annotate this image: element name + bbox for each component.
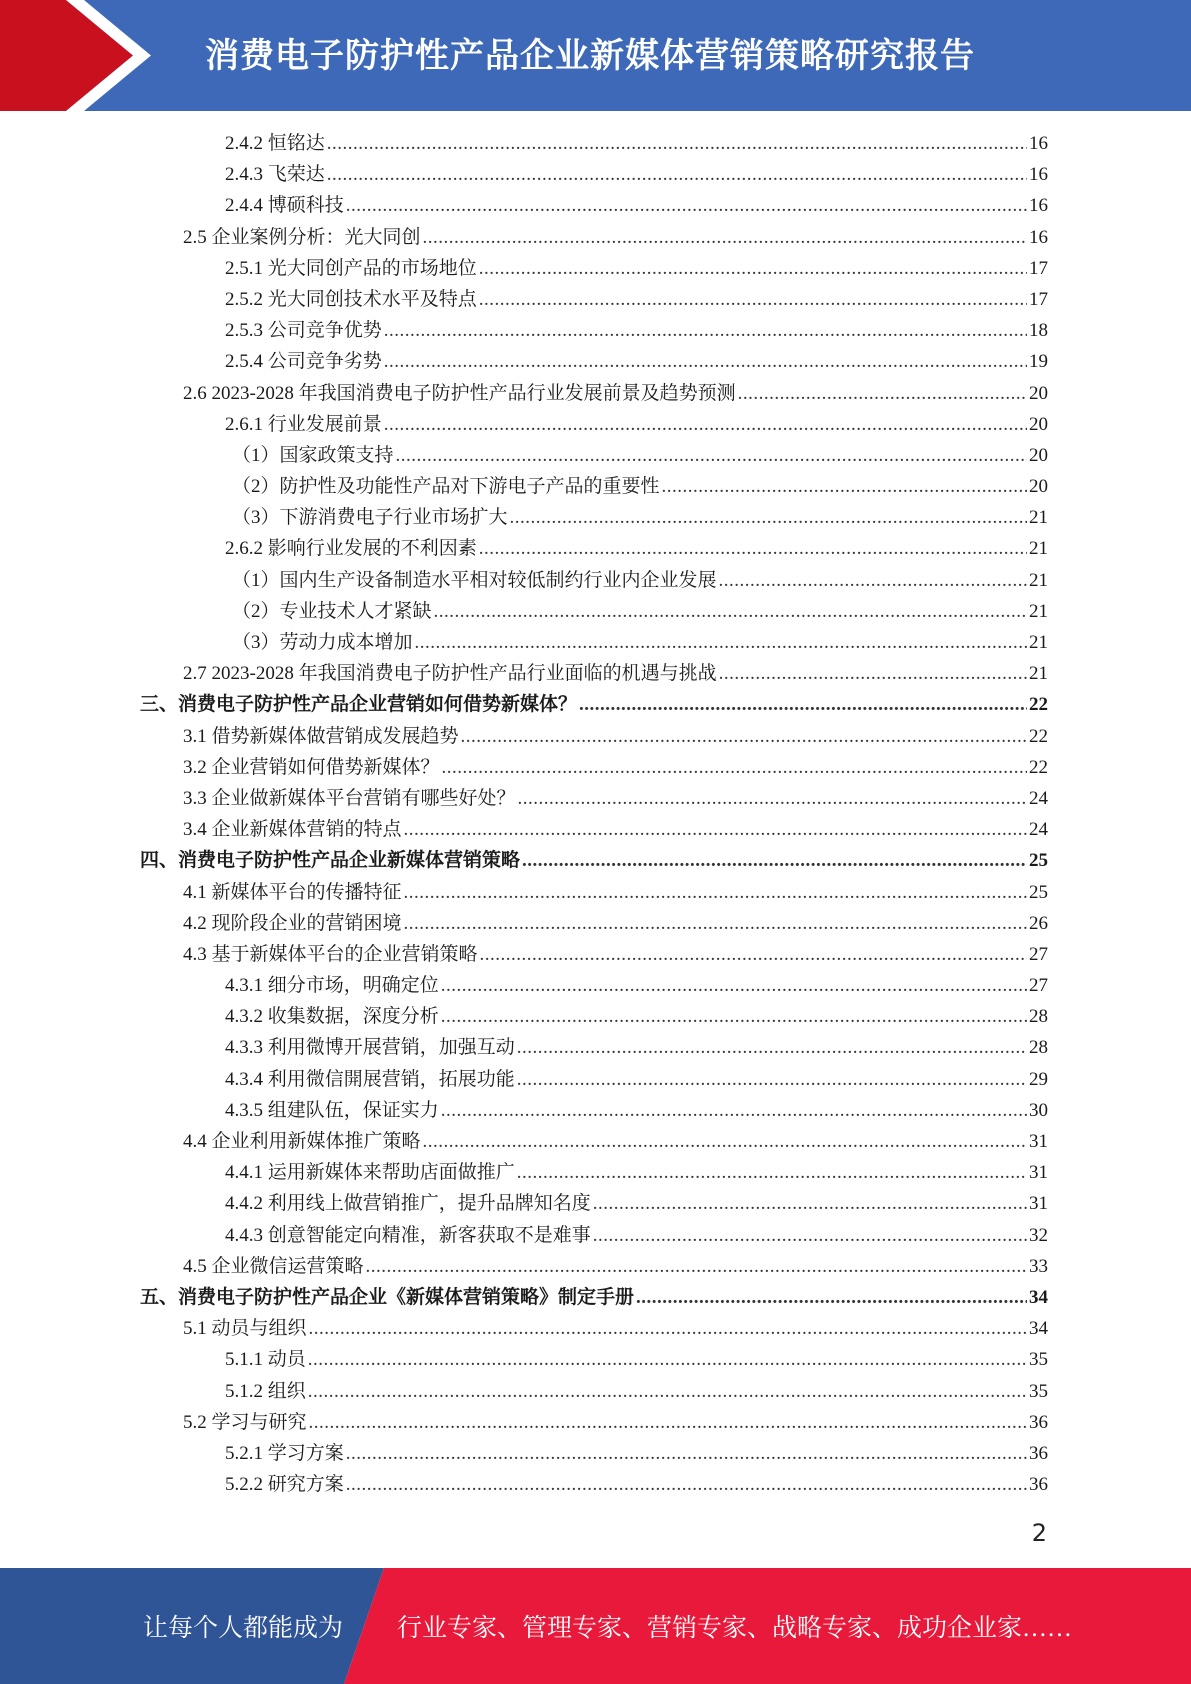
toc-entry-title: 2.4.2 恒铭达 <box>225 133 325 154</box>
toc-entry[interactable] <box>140 284 1048 315</box>
toc-entry-page: 31 <box>1029 1193 1048 1215</box>
toc-entry-page: 24 <box>1029 819 1048 841</box>
toc-entry[interactable] <box>140 814 1048 845</box>
toc-entry[interactable] <box>140 190 1048 221</box>
toc-dot-leader <box>441 1095 1027 1126</box>
toc-entry-title: 4.2 现阶段企业的营销困境 <box>183 912 402 934</box>
toc-entry-page: 31 <box>1029 1131 1048 1152</box>
toc-entry-title: 三、消费电子防护性产品企业营销如何借势新媒体？ <box>140 694 578 716</box>
toc-entry-title: 4.3.1 细分市场，明确定位 <box>225 975 439 997</box>
toc-entry[interactable] <box>140 877 1048 908</box>
toc-entry[interactable] <box>140 845 1048 876</box>
toc-entry-page: 20 <box>1029 382 1048 404</box>
toc-entry[interactable] <box>140 315 1048 346</box>
toc-dot-leader <box>662 471 1027 502</box>
toc-dot-leader <box>308 1344 1027 1375</box>
toc-entry-page: 19 <box>1029 351 1048 373</box>
toc-entry-page: 27 <box>1029 975 1048 997</box>
toc-entry-title: 2.6 2023-2028 年我国消费电子防护性产品行业发展前景及趋势预测 <box>183 382 736 404</box>
toc-entry-page: 24 <box>1029 787 1048 809</box>
toc-dot-leader <box>479 253 1027 284</box>
toc-entry-page: 16 <box>1029 195 1048 217</box>
toc-entry-title: 2.5 企业案例分析：光大同创 <box>183 226 421 248</box>
toc-dot-leader <box>636 1282 1027 1313</box>
toc-dot-leader <box>518 783 1027 814</box>
toc-entry[interactable] <box>140 752 1048 783</box>
toc-entry-page: 31 <box>1029 1162 1048 1184</box>
toc-dot-leader <box>404 908 1027 939</box>
toc-dot-leader <box>366 1251 1027 1282</box>
toc-entry-page: 34 <box>1029 1286 1048 1308</box>
toc-dot-leader <box>593 1188 1027 1219</box>
toc-entry[interactable] <box>140 346 1048 377</box>
toc-entry-title: （3）劳动力成本增加 <box>232 632 413 653</box>
toc-entry[interactable] <box>140 908 1048 939</box>
toc-entry[interactable] <box>140 689 1048 720</box>
toc-entry-page: 30 <box>1029 1099 1048 1121</box>
toc-dot-leader <box>423 222 1027 253</box>
toc-entry-title: 4.3 基于新媒体平台的企业营销策略 <box>183 943 478 965</box>
toc-dot-leader <box>442 752 1027 783</box>
toc-entry-title: 4.4.1 运用新媒体来帮助店面做推广 <box>225 1162 515 1184</box>
toc-dot-leader <box>384 315 1027 346</box>
toc-entry[interactable] <box>140 409 1048 440</box>
toc-entry[interactable] <box>140 1282 1048 1313</box>
toc-dot-leader <box>719 658 1027 689</box>
toc-dot-leader <box>579 689 1027 720</box>
toc-entry-page: 22 <box>1029 694 1048 716</box>
toc-entry[interactable] <box>140 596 1048 627</box>
toc-entry-page: 20 <box>1029 476 1048 498</box>
toc-entry-title: 2.4.4 博硕科技 <box>225 195 344 217</box>
toc-entry[interactable] <box>140 627 1048 658</box>
toc-entry-page: 20 <box>1029 444 1048 466</box>
toc-dot-leader <box>327 128 1027 159</box>
toc-entry-title: 2.6.1 行业发展前景 <box>225 413 382 435</box>
toc-entry-page: 21 <box>1029 600 1048 622</box>
toc-dot-leader <box>480 939 1027 970</box>
toc-entry[interactable] <box>140 1469 1048 1500</box>
toc-entry-title: 5.2.2 研究方案 <box>225 1474 344 1496</box>
toc-entry-title: 2.5.1 光大同创产品的市场地位 <box>225 257 477 279</box>
toc-entry[interactable] <box>140 1032 1048 1063</box>
toc-dot-leader <box>738 378 1027 409</box>
toc-dot-leader <box>441 970 1027 1001</box>
toc-entry-page: 18 <box>1029 320 1048 342</box>
toc-entry-page: 35 <box>1029 1349 1048 1371</box>
toc-entry-page: 36 <box>1029 1474 1048 1496</box>
toc-entry-page: 22 <box>1029 725 1048 747</box>
toc-entry[interactable] <box>140 783 1048 814</box>
toc-dot-leader <box>308 1376 1027 1407</box>
toc-entry[interactable] <box>140 1313 1048 1344</box>
toc-entry-page: 26 <box>1029 912 1048 934</box>
toc-dot-leader <box>479 533 1027 564</box>
toc-dot-leader <box>593 1220 1027 1251</box>
toc-dot-leader <box>510 502 1027 533</box>
toc-dot-leader <box>434 596 1027 627</box>
toc-entry[interactable] <box>140 721 1048 752</box>
toc-dot-leader <box>404 877 1027 908</box>
toc-dot-leader <box>346 190 1027 221</box>
toc-entry[interactable] <box>140 222 1048 253</box>
toc-dot-leader <box>517 1064 1027 1095</box>
toc-entry[interactable] <box>140 471 1048 502</box>
footer-motto: 让每个人都能成为 <box>143 1615 344 1642</box>
toc-dot-leader <box>396 440 1027 471</box>
toc-entry-title: 2.6.2 影响行业发展的不利因素 <box>225 538 477 560</box>
report-title: 消费电子防护性产品企业新媒体营销策略研究报告 <box>205 36 975 76</box>
toc-entry-title: 2.5.2 光大同创技术水平及特点 <box>225 288 477 310</box>
toc-entry-title: 五、消费电子防护性产品企业《新媒体营销策略》制定手册 <box>140 1286 635 1308</box>
toc-entry-page: 28 <box>1029 1006 1048 1028</box>
toc-dot-leader <box>384 409 1027 440</box>
toc-entry-title: 5.2 学习与研究 <box>183 1411 307 1433</box>
toc-entry-page: 22 <box>1029 756 1048 778</box>
toc-entry-title: 5.1.2 组织 <box>225 1380 306 1402</box>
toc-entry-title: 4.3.2 收集数据，深度分析 <box>225 1006 439 1028</box>
toc-entry[interactable] <box>140 1001 1048 1032</box>
toc-entry-page: 25 <box>1029 850 1048 872</box>
toc-entry[interactable] <box>140 1407 1048 1438</box>
footer-roles: 行业专家、管理专家、营销专家、战略专家、成功企业家…… <box>397 1615 1073 1642</box>
toc-dot-leader <box>309 1407 1027 1438</box>
toc-entry-title: 5.1.1 动员 <box>225 1349 306 1371</box>
toc-entry-page: 34 <box>1029 1318 1048 1340</box>
toc-entry[interactable] <box>140 658 1048 689</box>
toc-dot-leader <box>441 1001 1027 1032</box>
toc-entry-title: （2）防护性及功能性产品对下游电子产品的重要性 <box>232 476 660 498</box>
toc-entry-title: 3.2 企业营销如何借势新媒体？ <box>183 756 440 778</box>
toc-entry-page: 16 <box>1029 226 1048 248</box>
toc-entry[interactable] <box>140 939 1048 970</box>
toc-entry-page: 17 <box>1029 257 1048 279</box>
toc-dot-leader <box>517 1157 1027 1188</box>
toc-entry-title: 3.3 企业做新媒体平台营销有哪些好处？ <box>183 787 516 809</box>
toc-entry-title: 四、消费电子防护性产品企业新媒体营销策略 <box>140 850 521 872</box>
toc-entry-title: 4.3.3 利用微博开展营销，加强互动 <box>225 1037 515 1059</box>
toc-entry[interactable] <box>140 970 1048 1001</box>
toc-entry[interactable] <box>140 533 1048 564</box>
toc-entry-title: 5.2.1 学习方案 <box>225 1442 344 1464</box>
toc-entry-title: 4.4.2 利用线上做营销推广，提升品牌知名度 <box>225 1193 591 1215</box>
toc-entry[interactable] <box>140 565 1048 596</box>
toc-entry[interactable] <box>140 1157 1048 1188</box>
toc-dot-leader <box>423 1126 1027 1157</box>
toc-dot-leader <box>479 284 1027 315</box>
toc-entry-page: 29 <box>1029 1068 1048 1090</box>
toc-dot-leader <box>327 159 1027 190</box>
toc-dot-leader <box>309 1313 1027 1344</box>
toc-entry-title: 4.5 企业微信运营策略 <box>183 1255 364 1277</box>
toc-entry-page: 25 <box>1029 881 1048 903</box>
toc-entry-title: 2.7 2023-2028 年我国消费电子防护性产品行业面临的机遇与挑战 <box>183 663 717 685</box>
toc-entry[interactable] <box>140 378 1048 409</box>
toc-entry-page: 21 <box>1029 538 1048 560</box>
toc-entry-title: 3.4 企业新媒体营销的特点 <box>183 819 402 841</box>
toc-dot-leader <box>346 1438 1027 1469</box>
toc-entry[interactable] <box>140 1344 1048 1375</box>
header-banner <box>0 0 1191 111</box>
red-chevron-icon <box>0 0 160 111</box>
toc-entry-page: 35 <box>1029 1380 1048 1402</box>
toc-entry[interactable] <box>140 1220 1048 1251</box>
toc-entry-title: （1）国家政策支持 <box>232 444 394 466</box>
toc-entry-page: 36 <box>1029 1411 1048 1433</box>
toc-entry-title: 2.4.3 飞荣达 <box>225 164 325 186</box>
toc-entry-title: 4.1 新媒体平台的传播特征 <box>183 881 402 903</box>
toc-entry-title: 4.3.5 组建队伍，保证实力 <box>225 1099 439 1121</box>
toc-entry-page: 36 <box>1029 1442 1048 1464</box>
toc-entry[interactable] <box>140 502 1048 533</box>
toc-entry-page: 33 <box>1029 1255 1048 1277</box>
toc-entry-page: 21 <box>1029 569 1048 591</box>
table-of-contents <box>140 128 1048 1500</box>
toc-dot-leader <box>415 627 1027 658</box>
toc-entry-page: 21 <box>1029 663 1048 685</box>
toc-entry-title: （1）国内生产设备制造水平相对较低制约行业内企业发展 <box>232 569 717 591</box>
toc-entry[interactable] <box>140 1064 1048 1095</box>
toc-entry-title: 5.1 动员与组织 <box>183 1318 307 1340</box>
toc-entry-page: 21 <box>1029 632 1048 653</box>
toc-dot-leader <box>384 346 1027 377</box>
toc-entry[interactable] <box>140 159 1048 190</box>
toc-entry-page: 20 <box>1029 413 1048 435</box>
toc-entry-title: 3.1 借势新媒体做营销成发展趋势 <box>183 725 459 747</box>
toc-entry-title: 2.5.4 公司竞争劣势 <box>225 351 382 373</box>
toc-dot-leader <box>346 1469 1027 1500</box>
toc-entry-page: 27 <box>1029 943 1048 965</box>
page-number: 2 <box>1031 1519 1047 1547</box>
toc-entry[interactable] <box>140 1126 1048 1157</box>
toc-entry[interactable] <box>140 1188 1048 1219</box>
toc-entry-page: 17 <box>1029 288 1048 310</box>
toc-dot-leader <box>522 845 1027 876</box>
toc-entry-title: （2）专业技术人才紧缺 <box>232 600 432 622</box>
toc-entry[interactable] <box>140 440 1048 471</box>
toc-entry-title: 4.4 企业利用新媒体推广策略 <box>183 1131 421 1152</box>
toc-dot-leader <box>517 1032 1027 1063</box>
toc-entry[interactable] <box>140 253 1048 284</box>
toc-entry-page: 16 <box>1029 164 1048 186</box>
toc-entry-page: 21 <box>1029 507 1048 529</box>
toc-entry-page: 16 <box>1029 133 1048 154</box>
toc-entry[interactable] <box>140 1438 1048 1469</box>
toc-entry[interactable] <box>140 1095 1048 1126</box>
toc-entry-title: （3）下游消费电子行业市场扩大 <box>232 507 508 529</box>
toc-entry-page: 32 <box>1029 1224 1048 1246</box>
toc-entry-title: 4.4.3 创意智能定向精准，新客获取不是难事 <box>225 1224 591 1246</box>
toc-entry-title: 4.3.4 利用微信開展营销，拓展功能 <box>225 1068 515 1090</box>
toc-dot-leader <box>461 721 1027 752</box>
toc-entry[interactable] <box>140 1376 1048 1407</box>
footer-banner <box>0 1568 1191 1684</box>
toc-entry-page: 28 <box>1029 1037 1048 1059</box>
toc-entry[interactable] <box>140 128 1048 159</box>
toc-dot-leader <box>719 565 1027 596</box>
toc-entry[interactable] <box>140 1251 1048 1282</box>
toc-dot-leader <box>404 814 1027 845</box>
toc-entry-title: 2.5.3 公司竞争优势 <box>225 320 382 342</box>
